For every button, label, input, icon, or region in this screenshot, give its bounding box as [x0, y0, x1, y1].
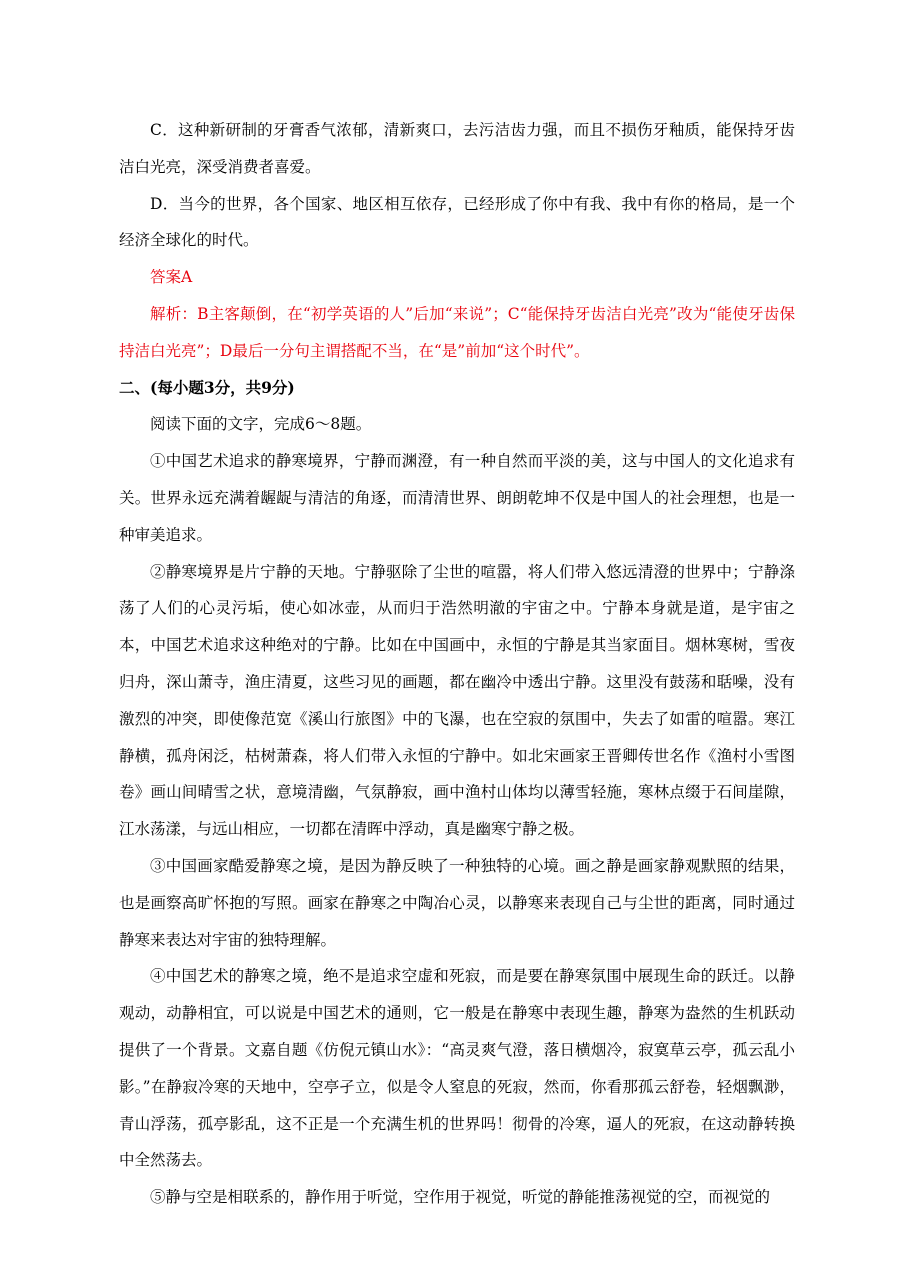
passage-paragraph-1: ①中国艺术追求的静寒境界，宁静而渊澄，有一种自然而平淡的美，这与中国人的文化追求有关。世界永远充满着龌龊与清洁的角逐，而清清世界、朗朗乾坤不仅是中国人的社会理想，也是一种审美追求。 [119, 452, 795, 544]
passage-paragraph-5: ⑤静与空是相联系的，静作用于听觉，空作用于视觉，听觉的静能推荡视觉的空，而视觉的 [150, 1188, 771, 1207]
passage-paragraph-4: ④中国艺术的静寒之境，绝不是追求空虚和死寂，而是要在静寒氛围中展现生命的跃迁。以静观动，动静相宜，可以说是中国艺术的通则，它一般是在静寒中表现生趣，静寒为盎然的生机跃动提供了一个背景。文嘉自题《仿倪元镇山水》：“高灵爽气澄，落日横烟冷，寂寞草云亭，孤云乱小影。”在静寂冷寒的天地中，空亭孑立，似是令人窒息的死寂，然而，你看那孤云舒卷，轻烟飘渺，青山浮荡，孤亭影乱，这不正是一个充满生机的世界吗！彻骨的冷寒，逼人的死寂，在这动静转换中全然荡去。 [119, 967, 795, 1170]
document-body [119, 112, 795, 1216]
passage-paragraph-3: ③中国画家酷爱静寒之境，是因为静反映了一种独特的心境。画之静是画家静观默照的结果，也是画察高旷怀抱的写照。画家在静寒之中陶冶心灵，以静寒来表现自己与尘世的距离，同时通过静寒来表达对宇宙的独特理解。 [119, 856, 795, 949]
option-d: D．当今的世界，各个国家、地区相互依存，已经形成了你中有我、我中有你的格局，是一个经济全球化的时代。 [119, 194, 795, 250]
section-heading: 二、(每小题3分，共9分) [119, 377, 295, 397]
option-c: C．这种新研制的牙膏香气浓郁，清新爽口，去污洁齿力强，而且不损伤牙釉质，能保持牙齿洁白光亮，深受消费者喜爱。 [119, 121, 795, 176]
answer-label: 答案A [150, 268, 193, 287]
reading-instruction: 阅读下面的文字，完成6～8题。 [150, 415, 372, 434]
answer-analysis: 解析：B主客颠倒，在“初学英语的人”后加“来说”；C“能保持牙齿洁白光亮”改为“能使牙齿保持洁白光亮”；D最后一分句主谓搭配不当，在“是”前加“这个时代”。 [119, 304, 795, 360]
passage-paragraph-2: ②静寒境界是片宁静的天地。宁静驱除了尘世的喧嚣，将人们带入悠远清澄的世界中；宁静涤荡了人们的心灵污垢，使心如冰壶，从而归于浩然明澈的宇宙之中。宁静本身就是道，是宇宙之本，中国艺术追求这种绝对的宁静。比如在中国画中，永恒的宁静是其当家面目。烟林寒树，雪夜归舟，深山萧寺，渔庄清夏，这些习见的画题，都在幽冷中透出宁静。这里没有鼓荡和聒噪，没有激烈的冲突，即使像范宽《溪山行旅图》中的飞瀑，也在空寂的氛围中，失去了如雷的喧嚣。寒江静横，孤舟闲泛，枯树萧森，将人们带入永恒的宁静中。如北宋画家王晋卿传世名作《渔村小雪图卷》画山间晴雪之状，意境清幽，气氛静寂，画中渔村山体均以薄雪轻施，寒林点缀于石间崖隙，江水荡漾，与远山相应，一切都在清晖中浮动，真是幽寒宁静之极。 [119, 562, 795, 839]
